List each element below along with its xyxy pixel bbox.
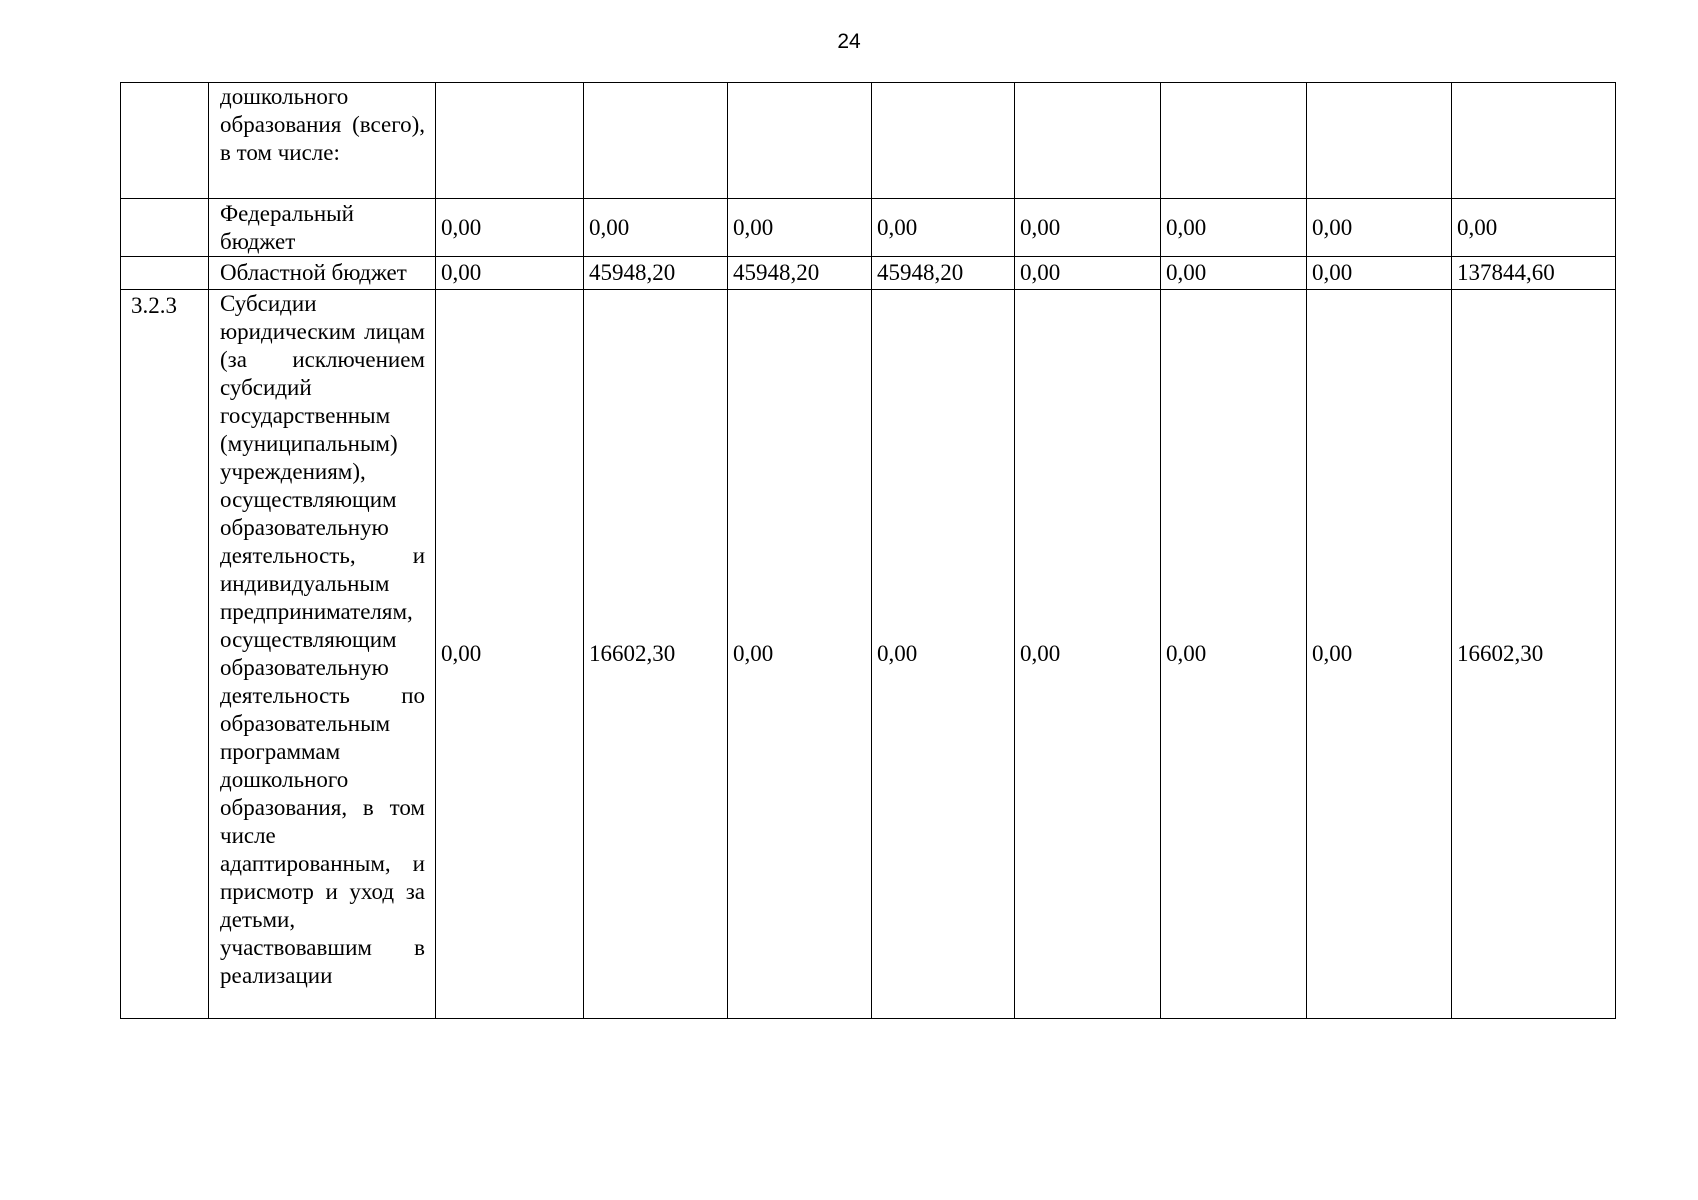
budget-table [120, 82, 1616, 1019]
value-cell: 45948,20 [872, 257, 1015, 290]
row-name-cell: Областной бюджет [209, 257, 436, 290]
value-cell: 0,00 [872, 199, 1015, 257]
value-cell: 0,00 [1307, 199, 1452, 257]
value-cell [872, 83, 1015, 199]
value-cell: 0,00 [436, 290, 584, 1019]
row-name-cell: Субсидии юридическим лицам (за исключением субсидий государственным (муниципальным) учреждениям), осуществляющим образовательную деятельность, и индивидуальным предпринимателям, осуществляющим образовательную деятельность по образовательным программам дошкольного образования, в том числе адаптированным, и присмотр и уход за детьми, участвовавшим в реализации [209, 290, 436, 1019]
value-cell: 0,00 [1307, 290, 1452, 1019]
value-cell: 16602,30 [1452, 290, 1616, 1019]
page-number: 24 [837, 30, 861, 53]
value-cell: 0,00 [436, 257, 584, 290]
value-cell: 0,00 [728, 199, 872, 257]
value-cell: 0,00 [1161, 199, 1307, 257]
value-cell: 0,00 [1015, 290, 1161, 1019]
value-cell [1161, 83, 1307, 199]
row-number-cell [121, 199, 209, 257]
row-name-cell: дошкольного образования (всего), в том числе: [209, 83, 436, 199]
table-row [121, 257, 1616, 290]
value-cell [584, 83, 728, 199]
table-row [121, 290, 1616, 1019]
value-cell: 16602,30 [584, 290, 728, 1019]
value-cell: 0,00 [872, 290, 1015, 1019]
value-cell: 0,00 [436, 199, 584, 257]
value-cell: 137844,60 [1452, 257, 1616, 290]
value-cell: 0,00 [1452, 199, 1616, 257]
value-cell: 0,00 [1307, 257, 1452, 290]
table-row [121, 199, 1616, 257]
value-cell: 0,00 [1015, 257, 1161, 290]
table-row [121, 83, 1616, 199]
value-cell [436, 83, 584, 199]
value-cell: 0,00 [584, 199, 728, 257]
value-cell: 45948,20 [584, 257, 728, 290]
value-cell [1015, 83, 1161, 199]
value-cell [1452, 83, 1616, 199]
value-cell [728, 83, 872, 199]
value-cell: 0,00 [1161, 290, 1307, 1019]
row-number-cell [121, 83, 209, 199]
value-cell [1307, 83, 1452, 199]
value-cell: 0,00 [728, 290, 872, 1019]
row-number-cell: 3.2.3 [121, 290, 209, 1019]
value-cell: 0,00 [1161, 257, 1307, 290]
row-name-cell: Федеральный бюджет [209, 199, 436, 257]
value-cell: 0,00 [1015, 199, 1161, 257]
value-cell: 45948,20 [728, 257, 872, 290]
row-number-cell [121, 257, 209, 290]
